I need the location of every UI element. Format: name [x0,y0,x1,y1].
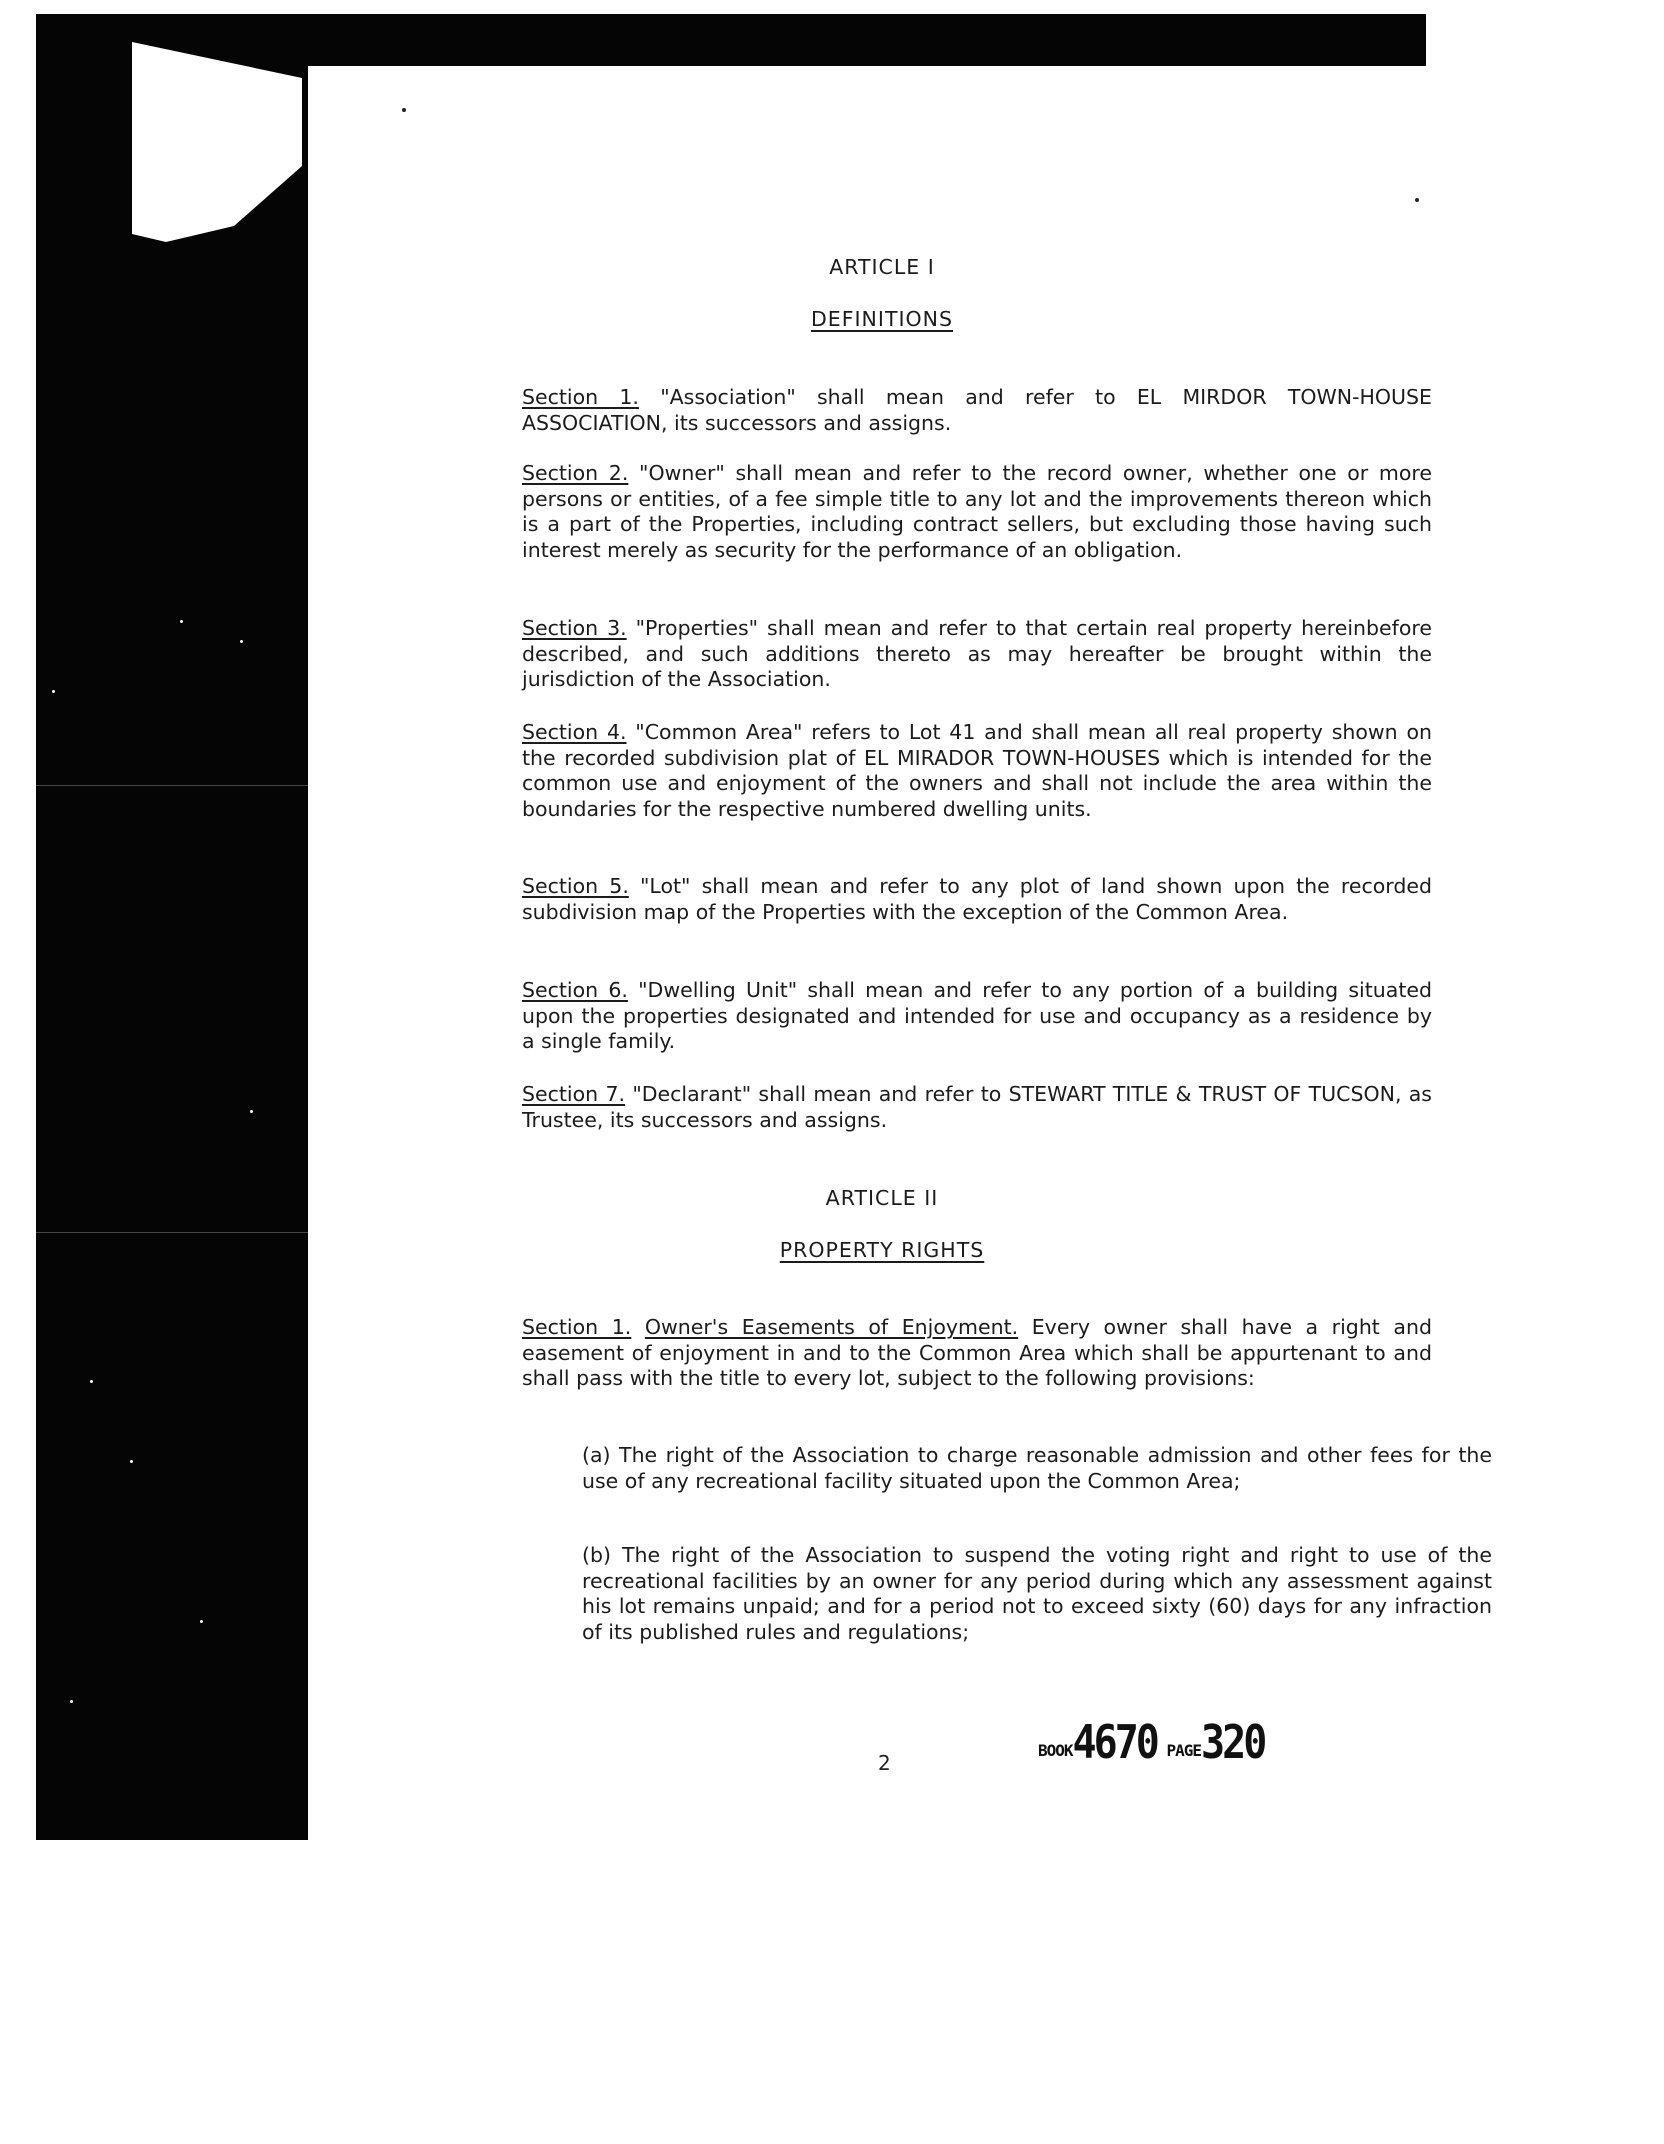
article-1-section-3 [452,616,1432,693]
book-label: BOOK [1038,1741,1073,1760]
section-text: "Properties" shall mean and refer to that certain real property hereinbefore described, and such additions thereto as may hereafter be brought within the jurisdiction of the Association. [522,616,1432,692]
article-1-section-1 [452,385,1432,436]
provision-label: (b) [582,1543,612,1567]
provision-a [452,1443,1492,1494]
scan-speck [402,108,406,112]
section-label: Section 1. [522,1315,632,1339]
page-label: PAGE [1166,1741,1202,1760]
provision-label: (a) [582,1443,611,1467]
section-text: Every owner shall have a right and easement of enjoyment in and to the Common Area which shall be appurtenant to and shall pass with the title to every lot, subject to the following provisions: [522,1315,1432,1391]
scan-speck [1415,198,1419,202]
scan-border-top [36,14,1426,66]
scan-border-left [36,14,308,1840]
article-1-title: DEFINITIONS [810,307,953,331]
scan-seam [36,785,308,786]
scan-speck [240,640,243,643]
article-2-section-1 [452,1315,1432,1392]
article-1-section-7 [452,1082,1432,1133]
scan-speck [90,1380,93,1383]
scan-speck [180,620,183,623]
article-1-section-4 [452,720,1432,822]
provision-b [452,1543,1492,1645]
section-label: Section 4. [522,720,627,744]
book-number: 4670 [1072,1716,1157,1770]
scan-speck [130,1460,133,1463]
page-reference: 320 [1201,1716,1265,1770]
article-1-heading: ARTICLE I [829,255,935,279]
section-text: "Declarant" shall mean and refer to STEWART TITLE & TRUST OF TUCSON, as Trustee, its successors and assigns. [522,1082,1432,1132]
section-label: Section 1. [522,385,639,409]
section-text: "Common Area" refers to Lot 41 and shall mean all real property shown on the recorded subdivision plat of EL MIRADOR TOWN-HOUSES which is intended for the common use and enjoyment of the owners and shall not include the area within the boundaries for the respective numbered dwelling units. [522,720,1432,821]
scan-speck [52,690,55,693]
section-label: Section 5. [522,874,629,898]
section-text: "Lot" shall mean and refer to any plot of land shown upon the recorded subdivision map of the Properties with the exception of the Common Area. [522,874,1432,924]
page-number: 2 [878,1751,891,1775]
section-text: "Owner" shall mean and refer to the record owner, whether one or more persons or entities, of a fee simple title to any lot and the improvements thereon which is a part of the Properties, including contract sellers, but excluding those having such interest merely as security for the performance of an obligation. [522,461,1432,562]
scan-speck [250,1110,253,1113]
scan-seam [36,1232,308,1233]
article-1-section-5 [452,874,1432,925]
section-label: Section 3. [522,616,627,640]
section-label: Section 7. [522,1082,626,1106]
section-label: Section 2. [522,461,629,485]
article-2-heading: ARTICLE II [825,1186,939,1210]
provision-text: The right of the Association to suspend the voting right and right to use of the recreational facilities by an owner for any period during which any assessment against his lot remains unpaid; and for a period not to exceed sixty (60) days for any infraction of its published rules and regulations; [582,1543,1492,1644]
article-1-section-2 [452,461,1432,563]
section-subtitle: Owner's Easements of Enjoyment. [644,1315,1019,1339]
article-2-title: PROPERTY RIGHTS [779,1238,985,1262]
section-label: Section 6. [522,978,628,1002]
section-text: "Dwelling Unit" shall mean and refer to any portion of a building situated upon the properties designated and intended for use and occupancy as a residence by a single family. [522,978,1432,1054]
book-page-stamp [1038,1716,1265,1770]
provision-text: The right of the Association to charge reasonable admission and other fees for the use of any recreational facility situated upon the Common Area; [582,1443,1492,1493]
scan-speck [70,1700,73,1703]
article-1-section-6 [452,978,1432,1055]
section-text: "Association" shall mean and refer to EL MIRDOR TOWN-HOUSE ASSOCIATION, its successors and assigns. [522,385,1432,435]
scan-speck [200,1620,203,1623]
